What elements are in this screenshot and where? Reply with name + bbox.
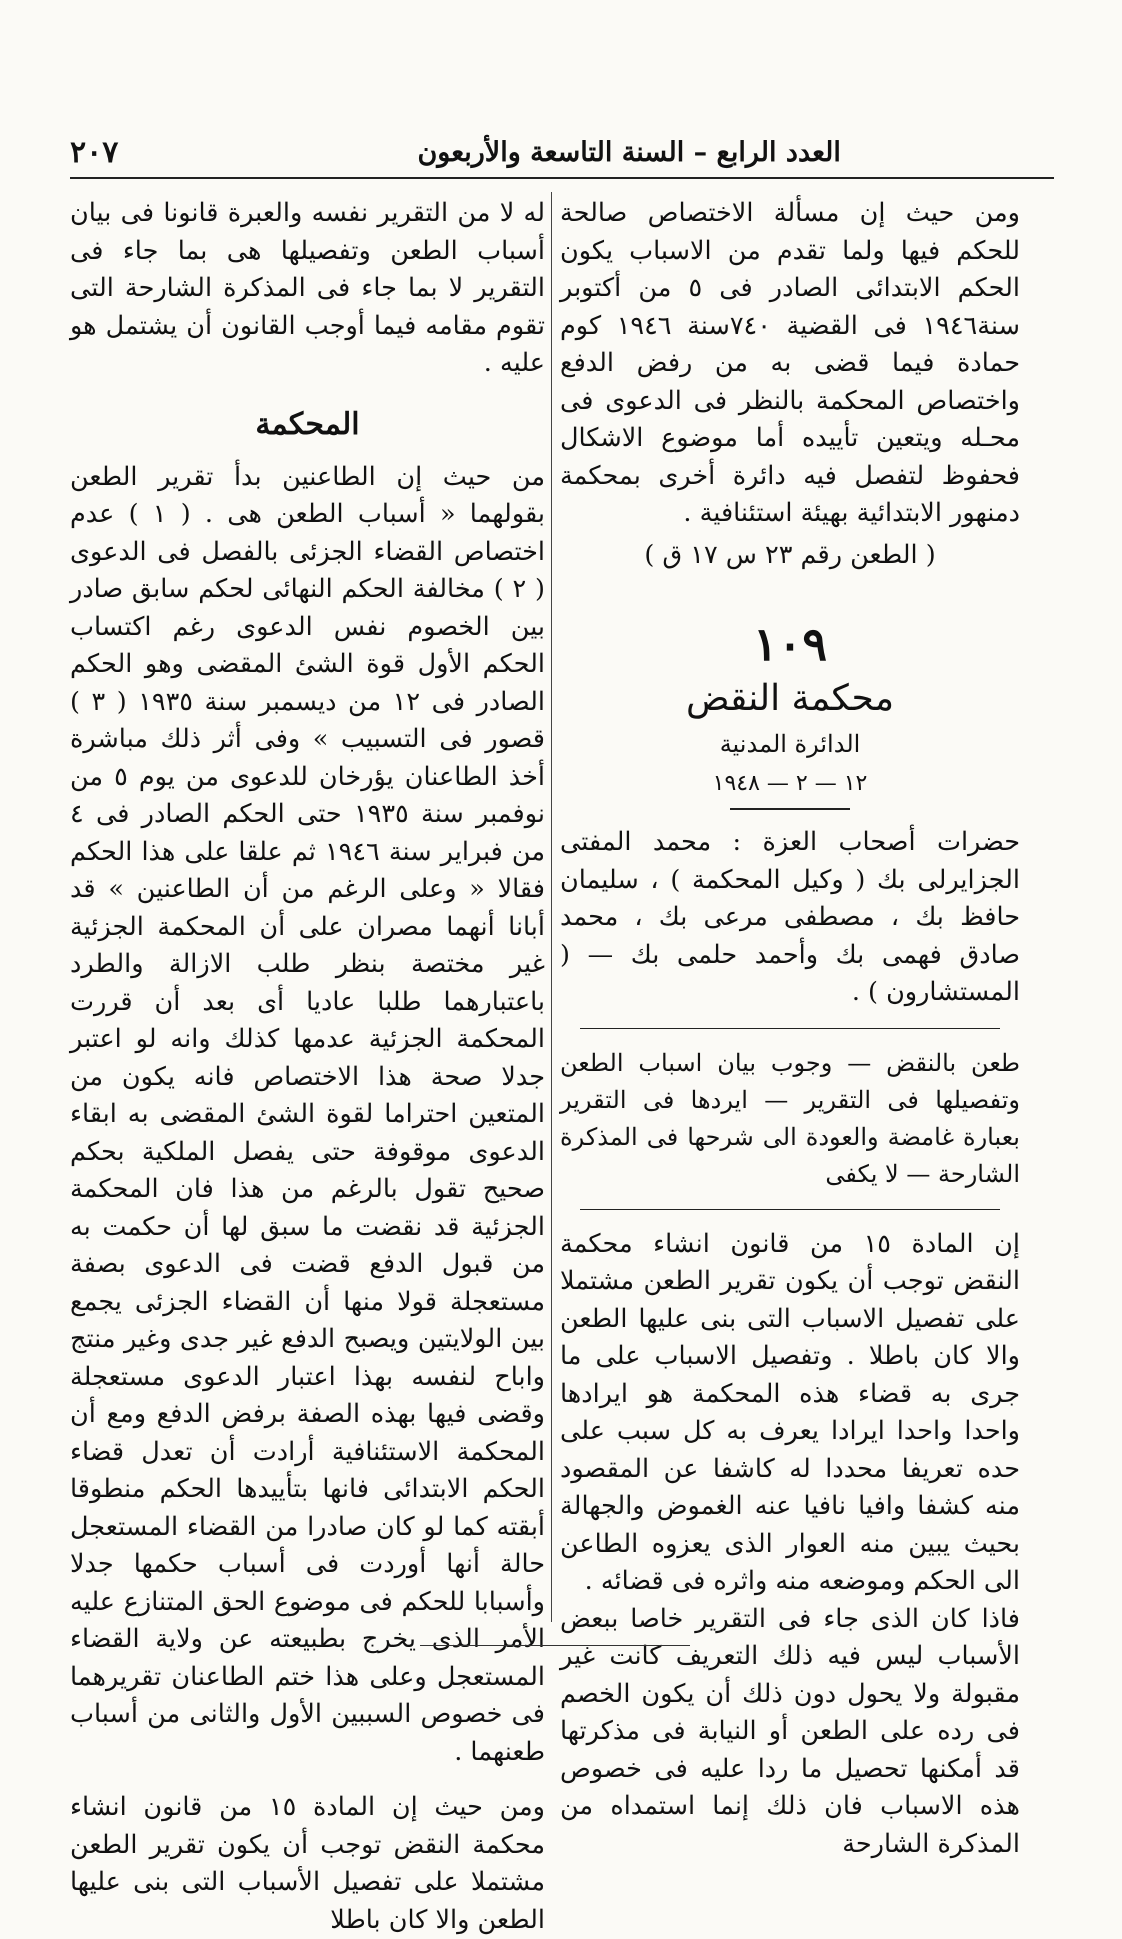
right-column — [560, 195, 1020, 1863]
paragraph: ومن حيث إن المادة ١٥ من قانون انشاء محكمة النقض توجب أن يكون تقرير الطعن مشتملا على تفصيل الأسباب التى بنى عليها الطعن والا كان باطلا — [70, 1792, 545, 1935]
paragraph: ومن حيث إن مسألة الاختصاص صالحة للحكم فيها ولما تقدم من الاسباب يكون الحكم الابتدائى الصادر فى ٥ من أكتوبر سنة١٩٤٦ فى القضية ٧٤٠سنة ١٩٤٦ كوم حمادة فيما قضى به من رفض الدفع واختصاص المحكمة بالنظر فى الدعوى فى محـله ويتعين تأييده أما موضوع الاشكال فحفوظ لتفصل فيه دائرة أخرى بمحكمة دمنهور الابتدائية بهيئة استئنافية . — [560, 198, 1020, 528]
section-divider — [730, 808, 850, 810]
journal-issue-title: العدد الرابع – السنة التاسعة والأربعون — [417, 136, 841, 168]
paragraph: له لا من التقرير نفسه والعبرة قانونا فى بيان أسباب الطعن وتفصيلها هى بما جاء فى التقرير لا بما جاء فى المذكرة الشارحة التى تقوم مقامه فيما أوجب القانون أن يشتمل هو عليه . — [70, 198, 545, 378]
page-number: ٢٠٧ — [70, 134, 119, 170]
column-divider — [551, 192, 552, 1622]
section-title: المحكمة — [255, 406, 360, 442]
chamber-name: الدائرة المدنية — [719, 730, 861, 758]
court-name: محكمة النقض — [685, 678, 895, 719]
paragraph: فاذا كان الذى جاء فى التقرير خاصا ببعض الأسباب ليس فيه ذلك التعريف كانت غير مقبولة ولا يحول دون ذلك أن يكون الخصم فى رده على الطعن أو النيابة فى مذكرتها قد أمكنها تحصيل ما ردا عليه فى خصوص هذه الاسباب فان ذلك إنما استمداه من المذكرة الشارحة — [560, 1603, 1020, 1859]
judges-list: حضرات أصحاب العزة : محمد المفتى الجزايرلى بك ( وكيل المحكمة ) ، سليمان حافظ بك ، مصطفى مرعى بك ، محمد صادق فهمى بك وأحمد حلمى بك — ( المستشارون ) . — [560, 827, 1020, 1007]
section-divider — [580, 1028, 1000, 1029]
footer-rule — [420, 1645, 690, 1646]
case-number: ١٠٩ — [752, 617, 828, 671]
paragraph: من حيث إن الطاعنين بدأ تقرير الطعن بقولهما « أسباب الطعن هى . ( ١ ) عدم اختصاص القضاء الجزئى بالفصل فى الدعوى ( ٢ ) مخالفة الحكم النهائى لحكم سابق صادر بين الخصوم نفس الدعوى رغم اكتساب الحكم الأول قوة الشئ المقضى وهو الحكم الصادر فى ١٢ من ديسمبر سنة ١٩٣٥ ( ٣ ) قصور فى التسبيب » وفى أثر ذلك مباشرة أخذ الطاعنان يؤرخان للدعوى من يوم ٥ من نوفمبر سنة ١٩٣٥ حتى الحكم الصادر فى ٤ من فبراير سنة ١٩٤٦ ثم علقا على هذا الحكم فقالا « وعلى الرغم من أن الطاعنين » قد أبانا أنهما مصران على أن المحكمة الجزئية غير مختصة بنظر طلب الازالة والطرد باعتبارهما طلبا عاديا أى بعد أن قررت المحكمة الجزئية عدمها كذلك وانه لو اعتبر جدلا صحة هذا الاختصاص فانه يكون من المتعين احتراما لقوة الشئ المقضى به ابقاء الدعوى موقوفة حتى يفصل الملكية بحكم صحيح تقول بالرغم من هذا فان المحكمة الجزئية قد نقضت ما سبق لها أن حكمت به من قبول الدفع قضت فى الدعوى بصفة مستعجلة قولا منها أن القضاء الجزئى يجمع بين الولايتين ويصبح الدفع غير جدى وغير منتج واباح لنفسه بهذا اعتبار الدعوى مستعجلة وقضى فيها بهذه الصفة برفض الدفع ومع أن المحكمة الاستئنافية أرادت أن تعدل قضاء الحكم الابتدائى فانها بتأييدها الحكم منطوقا أبقته كما لو كان صادرا من القضاء المستعجل حالة أنها أوردت فى أسباب حكمها جدلا وأسبابا للحكم فى موضوع الحق المتنازع عليه الأمر الذى يخرج بطبيعته عن ولاية القضاء المستعجل وعلى هذا ختم الطاعنان تقريرهما فى خصوص السببين الأول والثانى من أسباب طعنهما . — [70, 461, 545, 1767]
case-reference: ( الطعن رقم ٢٣ س ١٧ ق ) — [644, 539, 936, 570]
left-column — [70, 195, 545, 1939]
page-header — [70, 128, 1050, 176]
ruling-date: ١٢ — ٢ — ١٩٤٨ — [712, 771, 868, 796]
header-rule — [70, 177, 1054, 179]
case-summary: طعن بالنقض — وجوب بيان اسباب الطعن وتفصيلها فى التقرير — ايردها فى التقرير بعبارة غامضة والعودة الى شرحها فى المذكرة الشارحة — لا يكفى — [560, 1048, 1020, 1188]
section-divider — [580, 1209, 1000, 1210]
paragraph: إن المادة ١٥ من قانون انشاء محكمة النقض توجب أن يكون تقرير الطعن مشتملا على تفصيل الاسباب التى بنى عليها الطعن والا كان باطلا . وتفصيل الاسباب على ما جرى به قضاء هذه المحكمة هو ايرادها واحدا واحدا ايرادا يعرف به كل سبب على حده تعريفا محددا له كاشفا عن المقصود منه كشفا وافيا نافيا عنه الغموض والجهالة بحيث يبين منه العوار الذى يعزوه الطاعن الى الحكم وموضعه منه واثره فى قضائه . — [560, 1228, 1020, 1596]
